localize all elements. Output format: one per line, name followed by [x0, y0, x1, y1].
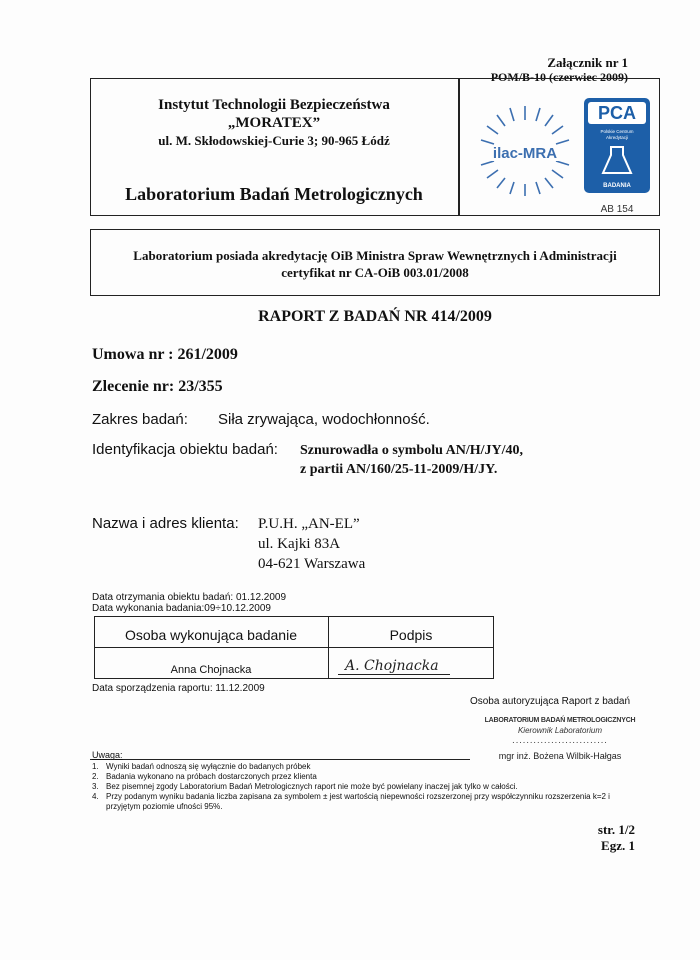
- signature-header-person: Osoba wykonująca badanie: [124, 627, 297, 643]
- signature-underline: [338, 674, 450, 675]
- institute-address: ul. M. Skłodowskiej-Curie 3; 90-965 Łódź: [158, 133, 390, 148]
- order-number: Zlecenie nr: 23/355: [92, 378, 223, 395]
- signature-table-divider: [94, 647, 494, 648]
- pca-title: PCA: [597, 103, 637, 123]
- page-number: str. 1/2: [597, 822, 635, 837]
- stamp-signature: ...........................: [512, 736, 608, 745]
- attachment-number: Załącznik nr 1: [547, 55, 628, 70]
- client-label: Nazwa i adres klienta:: [92, 515, 239, 532]
- identification-line-2: z partii AN/160/25-11-2009/H/JY.: [300, 462, 498, 477]
- institute-short-name: „MORATEX”: [227, 115, 321, 131]
- authorization-label: Osoba autoryzująca Raport z badań: [469, 696, 631, 707]
- note-item: 3. Bez pisemnej zgody Laboratorium Badań Metrologicznych raport nie może być powielany inaczej jak tylko w całości.: [92, 782, 518, 791]
- client-street: ul. Kajki 83A: [258, 536, 341, 552]
- date-performed: Data wykonania badania:09÷10.12.2009: [92, 603, 271, 614]
- notes-block: [92, 750, 612, 812]
- client-address: [258, 514, 365, 574]
- contract-number: Umowa nr : 261/2009: [92, 346, 238, 363]
- identification-label: Identyfikacja obiektu badań:: [92, 441, 278, 458]
- client-city: 04-621 Warszawa: [258, 556, 366, 572]
- ilac-mra-logo: [470, 98, 580, 208]
- tester-name: Anna Chojnacka: [170, 664, 252, 676]
- institute-block: [92, 96, 456, 150]
- note-item: 4. Przy podanym wyniku badania liczba zapisana za symbolem ± jest wartością niepewności rozszerzonej przy współczynniku rozszerzenia k=2 i przyjętym poziomie ufności 95%.: [92, 792, 610, 811]
- identification-line-1: Sznurowadła o symbolu AN/H/JY/40,: [300, 443, 524, 458]
- pca-subtitle-2: Akredytacji: [605, 135, 629, 140]
- notes-heading: Uwaga:: [92, 750, 123, 760]
- authorizer-name: mgr inż. Bożena Wilbik-Hałgas: [498, 751, 622, 761]
- copy-number: Egz. 1: [601, 838, 635, 853]
- pca-logo: [583, 97, 651, 194]
- stamp-line-2: Kierownik Laboratorium: [517, 726, 603, 735]
- scope-value: Siła zrywająca, wodochłonność.: [218, 411, 430, 428]
- note-item: 2. Badania wykonano na próbach dostarczonych przez klienta: [92, 772, 317, 781]
- stamp-line-1: LABORATORIUM BADAŃ METROLOGICZNYCH: [484, 717, 636, 724]
- laboratory-name: Laboratorium Badań Metrologicznych: [125, 184, 423, 204]
- header-divider: [458, 78, 460, 216]
- attachment-form-code: POM/B-10 (czerwiec 2009): [490, 70, 628, 84]
- signature-header-signature: Podpis: [389, 627, 433, 643]
- report-date: Data sporządzenia raportu: 11.12.2009: [92, 683, 265, 694]
- institute-name: Instytut Technologii Bezpieczeństwa: [158, 97, 390, 113]
- pca-subtitle-1: Polskie Centrum: [600, 129, 634, 134]
- accreditation-line-1: Laboratorium posiada akredytację OiB Ministra Spraw Wewnętrznych i Administracji: [133, 248, 617, 263]
- pca-badge: BADANIA: [603, 183, 631, 189]
- signature-table-column-divider: [328, 616, 329, 679]
- page-info: [598, 822, 635, 854]
- scope-label: Zakres badań:: [92, 411, 188, 428]
- handwritten-signature: A. Chojnacka: [345, 658, 439, 674]
- pca-accreditation-code: AB 154: [600, 204, 634, 215]
- date-received: Data otrzymania obiektu badań: 01.12.2009: [92, 592, 287, 603]
- note-item: 1. Wyniki badań odnoszą się wyłącznie do badanych próbek: [92, 762, 311, 771]
- dates-block: [92, 592, 286, 614]
- report-title: RAPORT Z BADAŃ NR 414/2009: [258, 308, 492, 325]
- accreditation-line-2: certyfikat nr CA-OiB 003.01/2008: [281, 265, 469, 280]
- ilac-text: ilac-MRA: [492, 145, 558, 162]
- accreditation-text: [96, 247, 654, 281]
- identification-value: [300, 441, 523, 479]
- client-name: P.U.H. „AN-EL”: [258, 516, 360, 532]
